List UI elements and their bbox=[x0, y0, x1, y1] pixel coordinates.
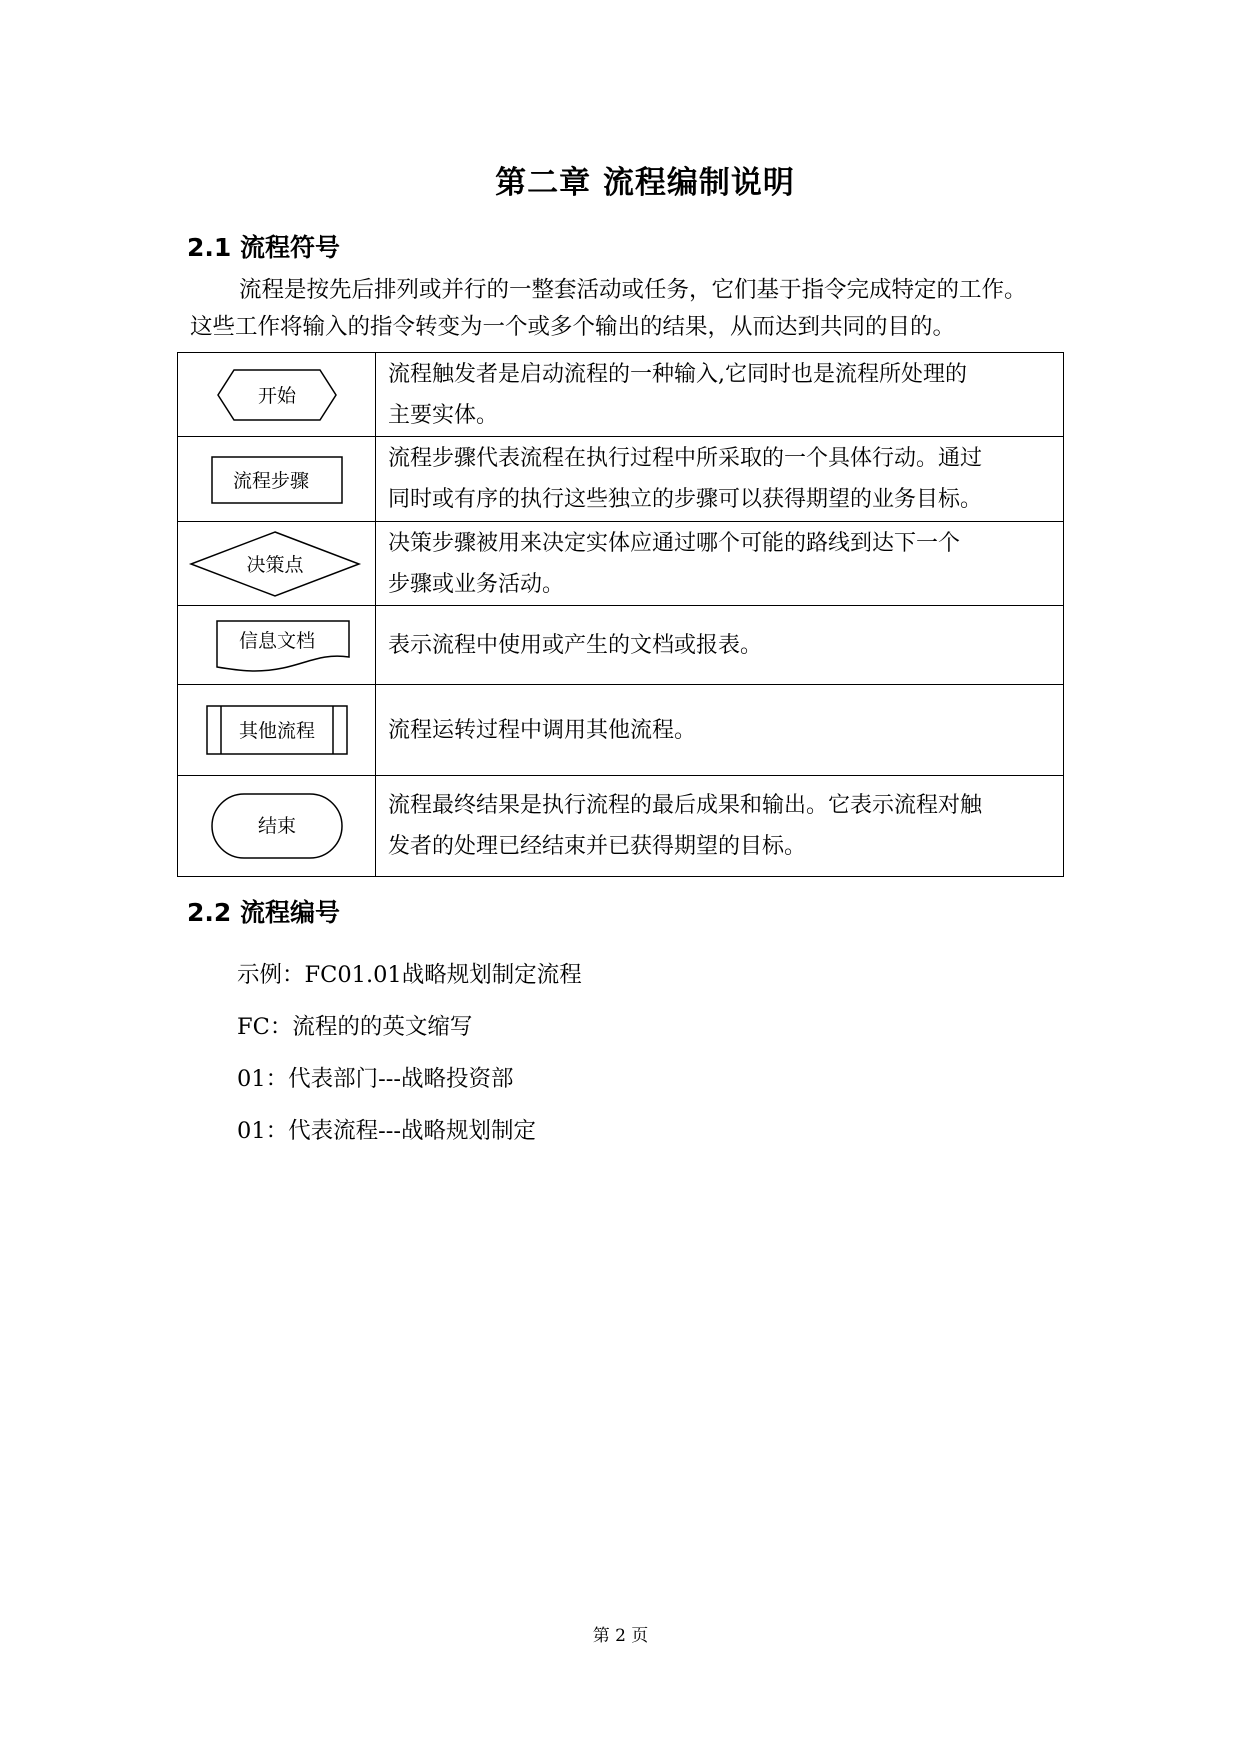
symbol-cell bbox=[178, 353, 376, 437]
table-row bbox=[178, 353, 1064, 437]
numbering-explanation-line: 01：代表部门---战略投资部 bbox=[237, 1066, 514, 1092]
numbering-explanation-line: FC：流程的的英文缩写 bbox=[237, 1014, 473, 1040]
description-line: 流程步骤代表流程在执行过程中所采取的一个具体行动。通过 bbox=[388, 446, 983, 471]
document-icon bbox=[197, 615, 357, 675]
table-row bbox=[178, 776, 1064, 877]
table-row bbox=[178, 522, 1064, 606]
description-cell bbox=[376, 776, 1064, 877]
description-line: 流程触发者是启动流程的一种输入,它同时也是流程所处理的 bbox=[388, 361, 967, 387]
hexagon-icon bbox=[212, 365, 342, 425]
diamond-icon bbox=[187, 528, 367, 600]
table-row bbox=[178, 437, 1064, 522]
terminator-icon bbox=[202, 786, 352, 866]
intro-paragraph bbox=[190, 272, 1130, 346]
description-line: 决策步骤被用来决定实体应通过哪个可能的路线到达下一个 bbox=[388, 530, 961, 556]
description-cell bbox=[376, 353, 1064, 437]
page-number: 第 2 页 bbox=[592, 1626, 649, 1646]
symbol-label: 其他流程 bbox=[238, 720, 315, 742]
description-line: 表示流程中使用或产生的文档或报表。 bbox=[388, 632, 763, 658]
intro-line-2: 这些工作将输入的指令转变为一个或多个输出的结果，从而达到共同的目的。 bbox=[190, 314, 956, 340]
symbol-cell bbox=[178, 776, 376, 877]
rectangle-icon bbox=[202, 449, 352, 509]
symbol-label: 结束 bbox=[257, 815, 296, 837]
intro-line-1: 流程是按先后排列或并行的一整套活动或任务，它们基于指令完成特定的工作。 bbox=[239, 277, 1027, 303]
table-row bbox=[178, 606, 1064, 685]
symbol-cell bbox=[178, 685, 376, 776]
description-cell bbox=[376, 437, 1064, 522]
description-line: 流程运转过程中调用其他流程。 bbox=[388, 717, 697, 743]
numbering-explanation-line: 01：代表流程---战略规划制定 bbox=[237, 1118, 536, 1144]
symbol-label: 信息文档 bbox=[238, 630, 315, 652]
symbol-cell bbox=[178, 606, 376, 685]
symbol-cell bbox=[178, 437, 376, 522]
predefined-process-icon bbox=[197, 700, 357, 760]
description-line: 流程最终结果是执行流程的最后成果和输出。它表示流程对触 bbox=[388, 793, 983, 818]
description-cell bbox=[376, 606, 1064, 685]
symbol-label: 流程步骤 bbox=[232, 470, 309, 492]
description-line: 发者的处理已经结束并已获得期望的目标。 bbox=[388, 834, 807, 859]
section-heading-symbols: 2.1 流程符号 bbox=[187, 233, 340, 262]
symbol-label: 开始 bbox=[257, 384, 296, 407]
table-row bbox=[178, 685, 1064, 776]
description-line: 步骤或业务活动。 bbox=[388, 571, 565, 597]
symbol-cell bbox=[178, 522, 376, 606]
description-cell bbox=[376, 685, 1064, 776]
description-line: 同时或有序的执行这些独立的步骤可以获得期望的业务目标。 bbox=[388, 487, 983, 512]
description-cell bbox=[376, 522, 1064, 606]
description-line: 主要实体。 bbox=[388, 402, 499, 428]
chapter-title: 第二章 流程编制说明 bbox=[495, 165, 795, 201]
section-heading-numbering: 2.2 流程编号 bbox=[187, 898, 340, 927]
symbols-table bbox=[177, 352, 1064, 877]
numbering-example-line: 示例：FC01.01战略规划制定流程 bbox=[237, 962, 582, 988]
symbol-label: 决策点 bbox=[245, 553, 304, 576]
